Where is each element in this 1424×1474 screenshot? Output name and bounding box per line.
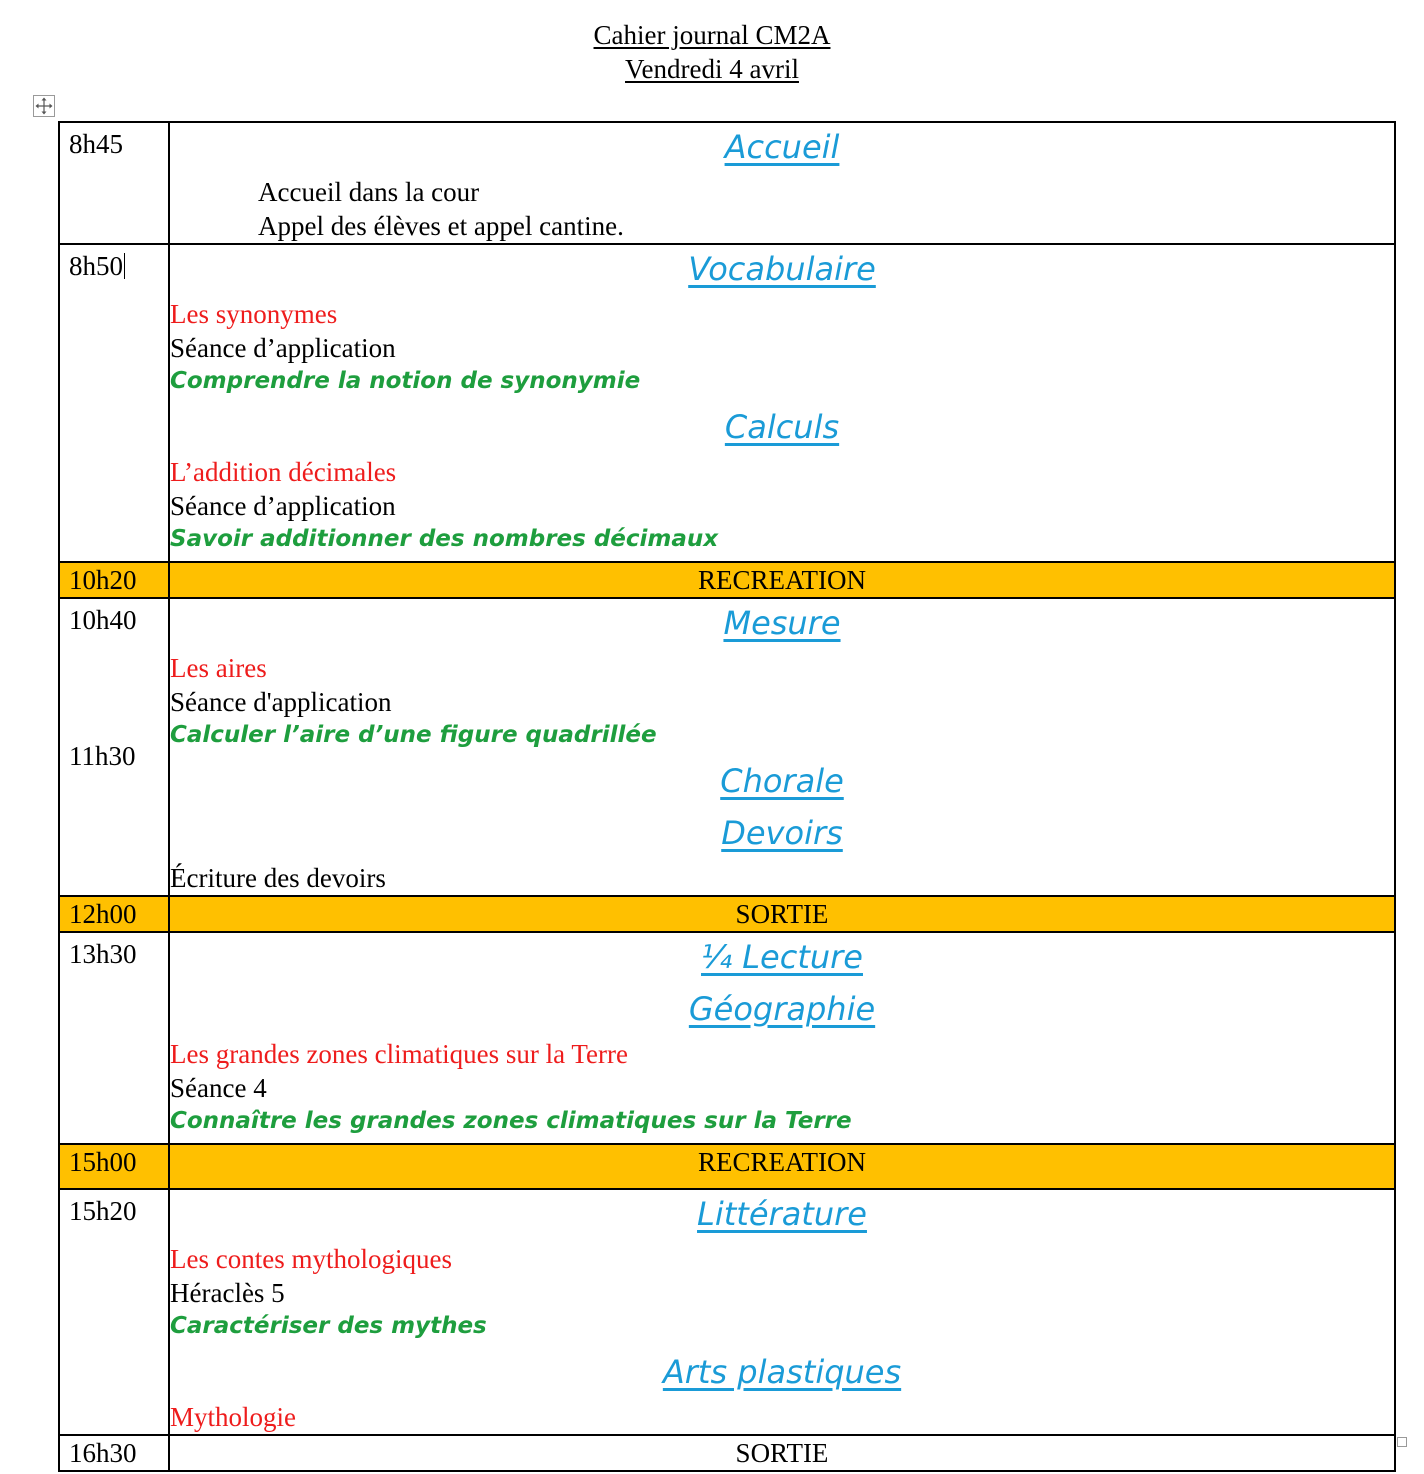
break-label: RECREATION — [169, 1144, 1395, 1189]
content-cell — [169, 1189, 1395, 1435]
activity-line: Appel des élèves et appel cantine. — [258, 211, 624, 241]
lesson-objective: Savoir additionner des nombres décimaux — [170, 526, 719, 552]
content-cell — [169, 244, 1395, 562]
subject-heading: ¼ Lecture — [701, 938, 863, 976]
lesson-objective: Comprendre la notion de synonymie — [170, 368, 641, 394]
time-cell: 15h00 — [59, 1144, 169, 1189]
break-row — [59, 1144, 1395, 1189]
lesson-topic: Les grandes zones climatiques sur la Terre — [170, 1039, 628, 1069]
content-cell — [169, 122, 1395, 244]
subject-heading: Accueil — [724, 128, 840, 166]
time-cell: 13h30 — [59, 932, 169, 1144]
time-cell: 10h20 — [59, 562, 169, 598]
time-cell: 12h00 — [59, 896, 169, 932]
subject-heading: Chorale — [720, 762, 844, 800]
time-cell: 15h20 — [59, 1189, 169, 1435]
schedule-row — [59, 122, 1395, 244]
schedule-table — [58, 121, 1396, 1472]
document-header — [0, 18, 1424, 86]
lesson-objective: Caractériser des mythes — [170, 1313, 487, 1339]
resize-handle-icon[interactable] — [1397, 1437, 1407, 1447]
subject-heading: Littérature — [697, 1195, 867, 1233]
session-label: Séance d’application — [170, 491, 396, 521]
time-label: 10h40 — [69, 605, 137, 635]
session-label: Séance 4 — [170, 1073, 267, 1103]
time-label: 8h50 — [69, 251, 123, 281]
break-row — [59, 896, 1395, 932]
subject-heading: Géographie — [688, 990, 876, 1028]
time-cell: 8h45 — [59, 122, 169, 244]
exit-label: SORTIE — [169, 1435, 1395, 1471]
lesson-topic: L’addition décimales — [170, 457, 397, 487]
lesson-topic: Les synonymes — [170, 299, 338, 329]
break-row — [59, 562, 1395, 598]
lesson-objective: Connaître les grandes zones climatiques sur la Terre — [170, 1108, 852, 1134]
subject-heading: Arts plastiques — [662, 1353, 902, 1391]
lesson-topic: Mythologie — [170, 1402, 296, 1432]
exit-row — [59, 1435, 1395, 1471]
content-cell — [169, 598, 1395, 896]
session-label: Séance d'application — [170, 687, 392, 717]
schedule-row — [59, 598, 1395, 896]
lesson-topic: Les aires — [170, 653, 267, 683]
subject-heading: Mesure — [723, 604, 841, 642]
schedule-row — [59, 244, 1395, 562]
document-title: Cahier journal CM2A — [593, 20, 831, 50]
time-label: 11h30 — [69, 741, 136, 771]
subject-heading: Vocabulaire — [688, 250, 876, 288]
lesson-objective: Calculer l’aire d’une figure quadrillée — [170, 722, 657, 748]
time-cell — [59, 244, 169, 562]
break-label: SORTIE — [169, 896, 1395, 932]
text-cursor — [124, 253, 125, 279]
lesson-topic: Les contes mythologiques — [170, 1244, 452, 1274]
activity-line: Écriture des devoirs — [170, 863, 386, 893]
session-label: Héraclès 5 — [170, 1278, 285, 1308]
subject-heading: Devoirs — [721, 814, 843, 852]
schedule-row — [59, 1189, 1395, 1435]
activity-line: Accueil dans la cour — [258, 177, 480, 207]
move-arrows-icon[interactable] — [33, 95, 55, 117]
document-date: Vendredi 4 avril — [625, 54, 799, 84]
time-cell: 16h30 — [59, 1435, 169, 1471]
break-label: RECREATION — [169, 562, 1395, 598]
time-cell — [59, 598, 169, 896]
content-cell — [169, 932, 1395, 1144]
session-label: Séance d’application — [170, 333, 396, 363]
subject-heading: Calculs — [724, 408, 840, 446]
schedule-row — [59, 932, 1395, 1144]
